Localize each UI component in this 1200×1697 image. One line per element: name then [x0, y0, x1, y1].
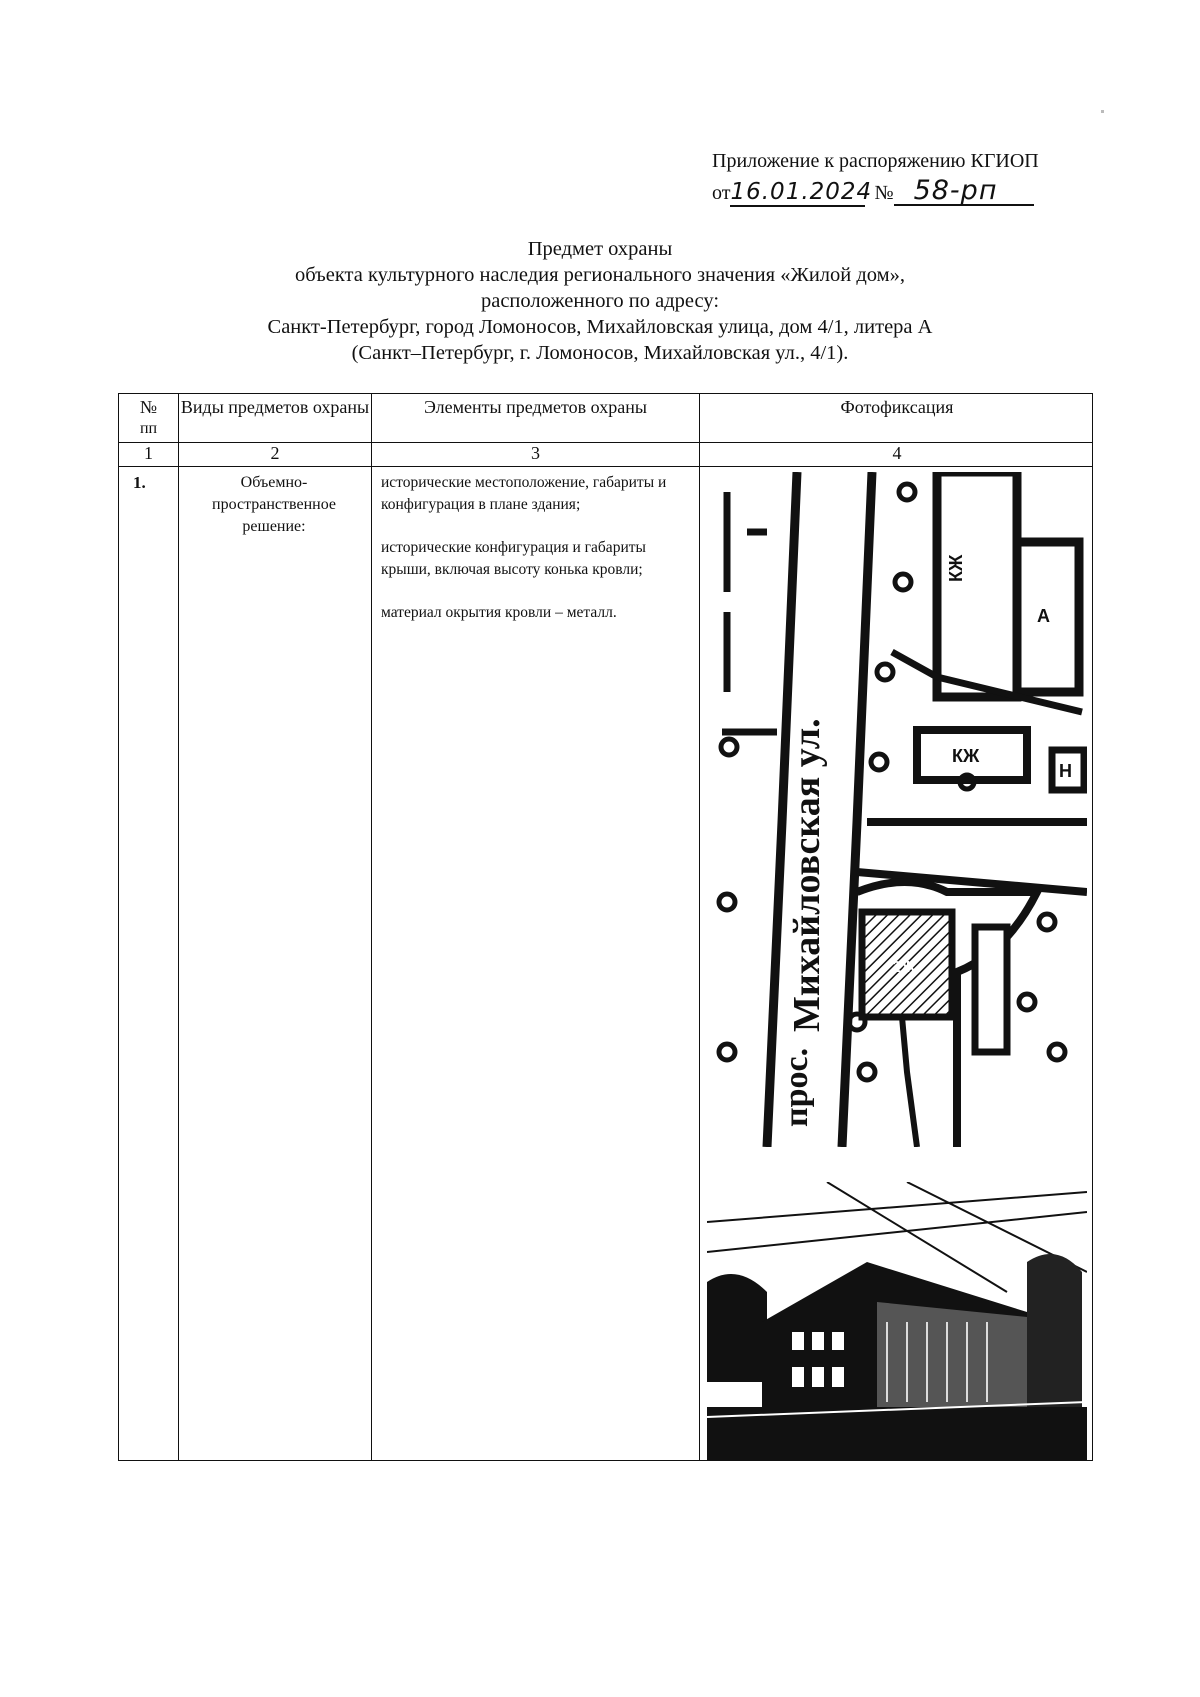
table-col-divider-2 — [371, 394, 372, 1460]
map-avenue-label: прос. — [778, 1047, 815, 1127]
row-protection-type: Объемно-пространственное решение: — [212, 474, 336, 535]
map-street-label: Михайловская ул. — [786, 718, 828, 1032]
column-number-2: 2 — [270, 443, 280, 463]
appendix-line: Приложение к распоряжению КГИОП — [712, 150, 1039, 172]
header-col-number-line1: № — [139, 397, 158, 417]
from-label: от — [712, 182, 731, 204]
element-item-2: исторические конфигурация и габариты крыши, включая высоту конька кровли; — [381, 539, 646, 578]
map-building-label-2: А — [1037, 606, 1050, 626]
table-numbers-divider — [119, 466, 1092, 467]
header-col-number-line2: пп — [139, 420, 158, 437]
map-building-label-4: Н — [1059, 761, 1072, 781]
title-line-3: расположенного по адресу: — [480, 290, 720, 312]
cadastral-map-image — [707, 472, 1087, 1147]
element-item-1: исторические местоположение, габариты и конфигурация в плане здания; — [381, 474, 667, 513]
row-number: 1. — [133, 473, 146, 492]
header-col-elements: Элементы предметов охраны — [424, 397, 647, 417]
appendix-header — [712, 146, 1112, 208]
row-elements — [381, 472, 681, 645]
header-col-types: Виды предметов охраны — [180, 397, 370, 417]
column-number-3: 3 — [531, 443, 540, 463]
element-item-3: материал окрытия кровли – металл. — [381, 604, 617, 621]
building-photo — [707, 1182, 1087, 1460]
photo-drawing — [707, 1182, 1087, 1460]
table-col-divider-1 — [178, 394, 179, 1460]
header-col-photo: Фотофиксация — [840, 397, 954, 417]
date-handwritten: 16.01.2024 — [730, 179, 873, 205]
map-building-label-5: 2Ж — [892, 959, 916, 976]
document-title — [150, 236, 1050, 366]
table-col-divider-3 — [699, 394, 700, 1460]
number-label: № — [874, 182, 894, 204]
title-line-4: Санкт-Петербург, город Ломоносов, Михайловская улица, дом 4/1, литера А — [267, 316, 933, 338]
header-col-number — [119, 396, 178, 440]
title-line-5: (Санкт–Петербург, г. Ломоносов, Михайловская ул., 4/1). — [351, 342, 849, 364]
map-building-label-3: КЖ — [952, 746, 980, 766]
appendix-date-number — [712, 175, 1112, 208]
map-drawing — [707, 472, 1087, 1147]
column-number-4: 4 — [892, 443, 902, 463]
protection-subject-table — [118, 393, 1093, 1461]
title-line-1: Предмет охраны — [527, 238, 673, 260]
column-number-1: 1 — [144, 443, 153, 463]
scan-dot — [1101, 110, 1104, 113]
number-handwritten: 58-рп — [894, 178, 1034, 206]
title-line-2: объекта культурного наследия регионального значения «Жилой дом», — [294, 264, 906, 286]
map-building-label-1: КЖ — [946, 554, 966, 582]
